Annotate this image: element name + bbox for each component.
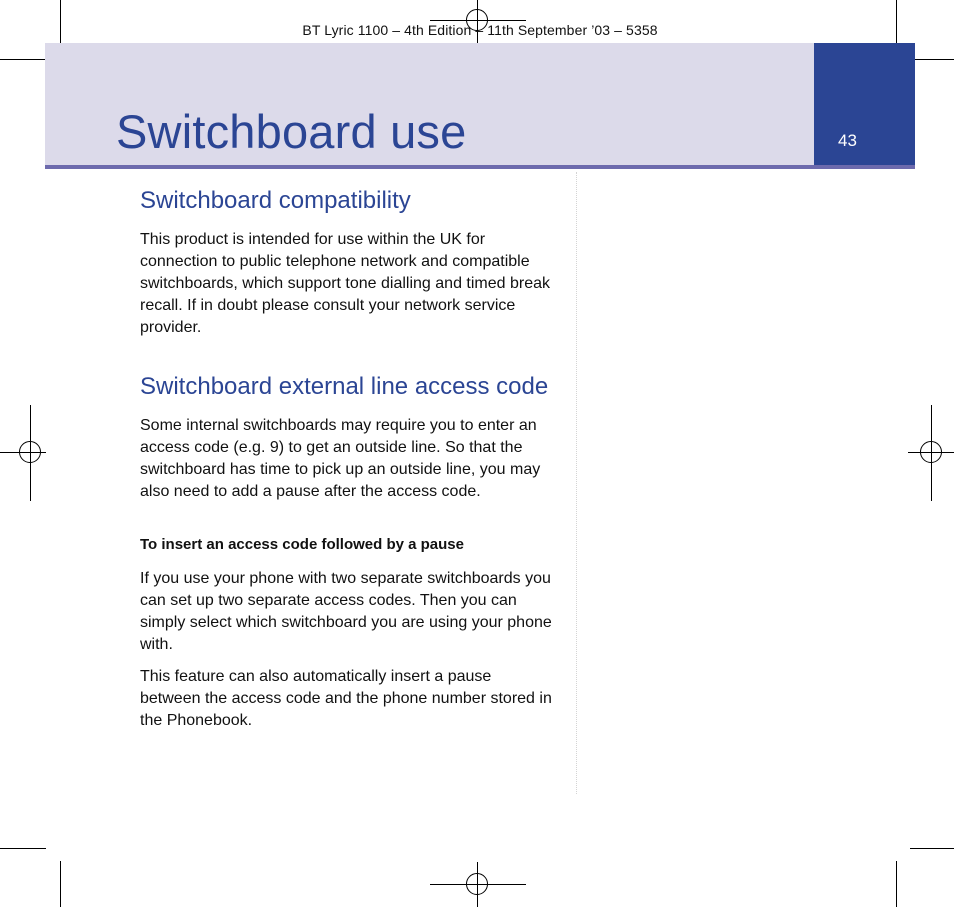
- crop-mark-bottom-right-v: [896, 861, 897, 907]
- subheading-insert-pause: To insert an access code followed by a pause: [140, 536, 464, 553]
- paragraph-auto-pause: This feature can also automatically insert a pause between the access code and the phone number stored in the Phonebook.: [140, 668, 552, 729]
- crop-mark-bottom-right-h: [910, 848, 954, 849]
- column-divider: [576, 172, 577, 794]
- crop-mark-top-left-h: [0, 59, 46, 60]
- print-header-text: BT Lyric 1100 – 4th Edition – 11th September ’03 – 5358: [302, 22, 658, 38]
- crop-mark-bottom-left-h: [0, 848, 46, 849]
- crop-mark-top-right-h: [910, 59, 954, 60]
- registration-circle-icon: [466, 873, 488, 895]
- page-number-tab: [814, 43, 915, 165]
- print-header: [0, 22, 954, 38]
- registration-circle-icon: [19, 441, 41, 463]
- page-title: Switchboard use: [116, 105, 467, 158]
- section-heading-access-code: Switchboard external line access code: [140, 373, 549, 400]
- paragraph-compatibility: This product is intended for use within the UK for connection to public telephone network and compatible switchboards, which support tone dialling and timed break recall. If in doubt please consult your network service provider.: [140, 231, 551, 336]
- header-rule: [45, 165, 915, 169]
- crop-mark-bottom-left-v: [60, 861, 61, 907]
- paragraph-access-code: Some internal switchboards may require you to enter an access code (e.g. 9) to get an outside line. So that the switchboard has time to pick up an outside line, you may also need to add a pause after the access code.: [140, 417, 541, 500]
- paragraph-two-switchboards: If you use your phone with two separate switchboards you can set up two separate access codes. Then you can simply select which switchboard you are using your phone with.: [140, 570, 552, 653]
- registration-circle-icon: [920, 441, 942, 463]
- section-heading-compatibility: Switchboard compatibility: [140, 187, 411, 214]
- page-number: 43: [838, 131, 857, 150]
